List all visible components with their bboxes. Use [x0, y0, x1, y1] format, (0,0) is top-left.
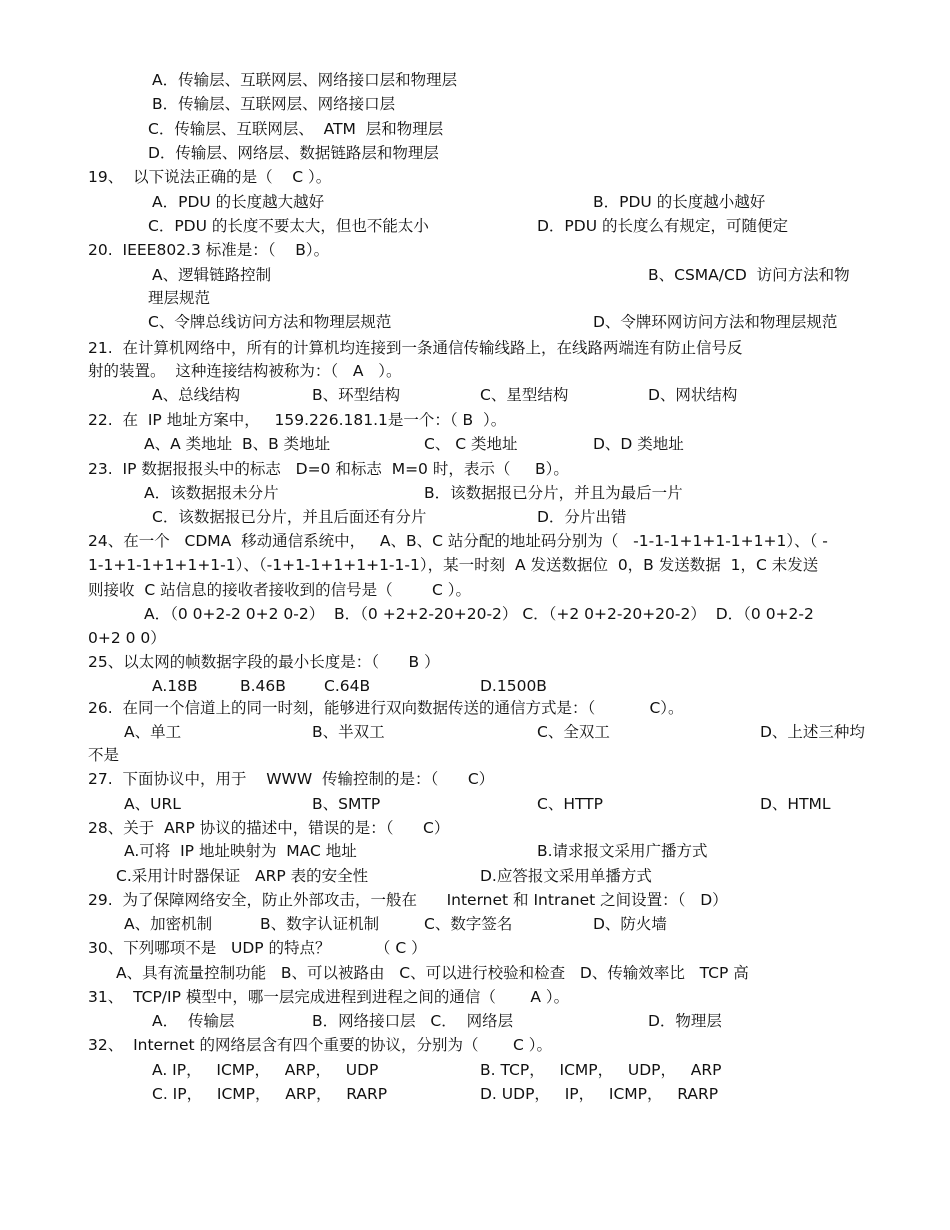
q18-option-c: C．传输层、互联网层、 ATM 层和物理层: [148, 120, 444, 138]
q22-question: 22. 在 IP 地址方案中， 159.226.181.1是一个：（ B ）。: [88, 411, 507, 429]
q25-option-a: A.18B: [152, 677, 198, 695]
q19-option-d: D．PDU 的长度么有规定，可随便定: [537, 217, 788, 235]
q20-option-b: B、CSMA/CD 访问方法和物: [648, 266, 850, 284]
q28-option-a: A.可将 IP 地址映射为 MAC 地址: [124, 842, 357, 860]
q26-option-c: C、全双工: [537, 723, 610, 741]
q29-option-d: D、防火墙: [593, 915, 667, 933]
q24-question-wrap-2: 则接收 C 站信息的接收者接收到的信号是（ C ）。: [88, 581, 472, 599]
q21-question: 21. 在计算机网络中，所有的计算机均连接到一条通信传输线路上，在线路两端连有防止信号反: [88, 339, 743, 357]
q31-option-bc: B．网络接口层 C． 网络层: [312, 1012, 514, 1030]
q20-option-a: A、逻辑链路控制: [152, 266, 272, 284]
q23-option-c: C．该数据报已分片，并且后面还有分片: [152, 508, 427, 526]
q30-question: 30、下列哪项不是 UDP 的特点？ （ C ）: [88, 939, 427, 957]
q32-option-d: D. UDP， IP， ICMP， RARP: [480, 1085, 719, 1103]
q23-option-d: D．分片出错: [537, 508, 627, 526]
q18-option-d: D．传输层、网络层、数据链路层和物理层: [148, 144, 439, 162]
q31-option-d: D．物理层: [648, 1012, 722, 1030]
q26-option-d: D、上述三种均: [760, 723, 865, 741]
q21-option-c: C、星型结构: [480, 386, 569, 404]
q26-option-d-wrap: 不是: [88, 746, 120, 764]
q30-options: A、具有流量控制功能 B、可以被路由 C、可以进行校验和检查 D、传输效率比 TCP 高: [116, 964, 749, 982]
q32-option-a: A. IP， ICMP， ARP， UDP: [152, 1061, 379, 1079]
q25-option-c: C.64B: [324, 677, 371, 695]
q22-option-d: D、D 类地址: [593, 435, 684, 453]
q32-option-c: C. IP， ICMP， ARP， RARP: [152, 1085, 388, 1103]
q28-option-b: B.请求报文采用广播方式: [537, 842, 708, 860]
q23-question: 23. IP 数据报报头中的标志 D=0 和标志 M=0 时，表示（ B）。: [88, 460, 569, 478]
q26-option-a: A、单工: [124, 723, 182, 741]
q31-question: 31、 TCP/IP 模型中，哪一层完成进程到进程之间的通信（ A ）。: [88, 988, 570, 1006]
q24-question: 24、在一个 CDMA 移动通信系统中， A、B、C 站分配的地址码分别为（ -1-1-1+1+1-1+1+1）、（ -: [88, 532, 828, 550]
q29-option-a: A、加密机制: [124, 915, 213, 933]
q21-option-b: B、环型结构: [312, 386, 401, 404]
q19-option-b: B．PDU 的长度越小越好: [593, 193, 766, 211]
q19-option-a: A．PDU 的长度越大越好: [152, 193, 325, 211]
q26-question: 26. 在同一个信道上的同一时刻，能够进行双向数据传送的通信方式是：（ C）。: [88, 699, 684, 717]
q26-option-b: B、半双工: [312, 723, 385, 741]
q24-options: A．（0 0+2-2 0+2 0-2） B．（0 +2+2-20+20-2） C．（+2 0+2-20+20-2） D．（0 0+2-2: [144, 605, 814, 623]
q20-question: 20. IEEE802.3 标准是：（ B）。: [88, 241, 330, 259]
q27-option-a: A、URL: [124, 795, 181, 813]
q25-option-b: B.46B: [240, 677, 286, 695]
q31-option-a: A． 传输层: [152, 1012, 235, 1030]
q18-option-a: A．传输层、互联网层、网络接口层和物理层: [152, 71, 458, 89]
q29-option-b: B、数字认证机制: [260, 915, 380, 933]
q28-option-d: D.应答报文采用单播方式: [480, 867, 652, 885]
q21-question-wrap: 射的装置。 这种连接结构被称为：（ A ）。: [88, 362, 402, 380]
q29-option-c: C、数字签名: [424, 915, 513, 933]
q24-options-wrap: 0+2 0 0）: [88, 629, 166, 647]
q25-option-d: D.1500B: [480, 677, 547, 695]
q28-question: 28、关于 ARP 协议的描述中，错误的是：（ C）: [88, 819, 450, 837]
q25-question: 25、以太网的帧数据字段的最小长度是：（ B ）: [88, 653, 440, 671]
q23-option-a: A．该数据报未分片: [144, 484, 279, 502]
q20-option-d: D、令牌环网访问方法和物理层规范: [593, 313, 838, 331]
q28-option-c: C.采用计时器保证 ARP 表的安全性: [116, 867, 369, 885]
q23-option-b: B．该数据报已分片，并且为最后一片: [424, 484, 683, 502]
q27-option-d: D、HTML: [760, 795, 831, 813]
q22-option-ab: A、A 类地址 B、B 类地址: [144, 435, 331, 453]
q19-option-c: C．PDU 的长度不要太大，但也不能太小: [148, 217, 429, 235]
q20-option-b-wrap: 理层规范: [148, 289, 211, 307]
q32-question: 32、 Internet 的网络层含有四个重要的协议，分别为（ C ）。: [88, 1036, 553, 1054]
q21-option-d: D、网状结构: [648, 386, 738, 404]
q29-question: 29. 为了保障网络安全，防止外部攻击，一般在 Internet 和 Intranet 之间设置：（ D）: [88, 891, 728, 909]
q19-question: 19、 以下说法正确的是（ C ）。: [88, 168, 332, 186]
q32-option-b: B. TCP， ICMP， UDP， ARP: [480, 1061, 722, 1079]
q20-option-c: C、令牌总线访问方法和物理层规范: [148, 313, 392, 331]
q22-option-c: C、 C 类地址: [424, 435, 518, 453]
q21-option-a: A、总线结构: [152, 386, 241, 404]
q27-question: 27. 下面协议中，用于 WWW 传输控制的是：（ C）: [88, 770, 495, 788]
q18-option-b: B．传输层、互联网层、网络接口层: [152, 95, 396, 113]
q24-question-wrap-1: 1-1+1-1+1+1+1-1）、（-1+1-1+1+1+1-1-1），某一时刻 A 发送数据位 0，B 发送数据 1，C 未发送: [88, 556, 819, 574]
q27-option-b: B、SMTP: [312, 795, 381, 813]
q27-option-c: C、HTTP: [537, 795, 603, 813]
